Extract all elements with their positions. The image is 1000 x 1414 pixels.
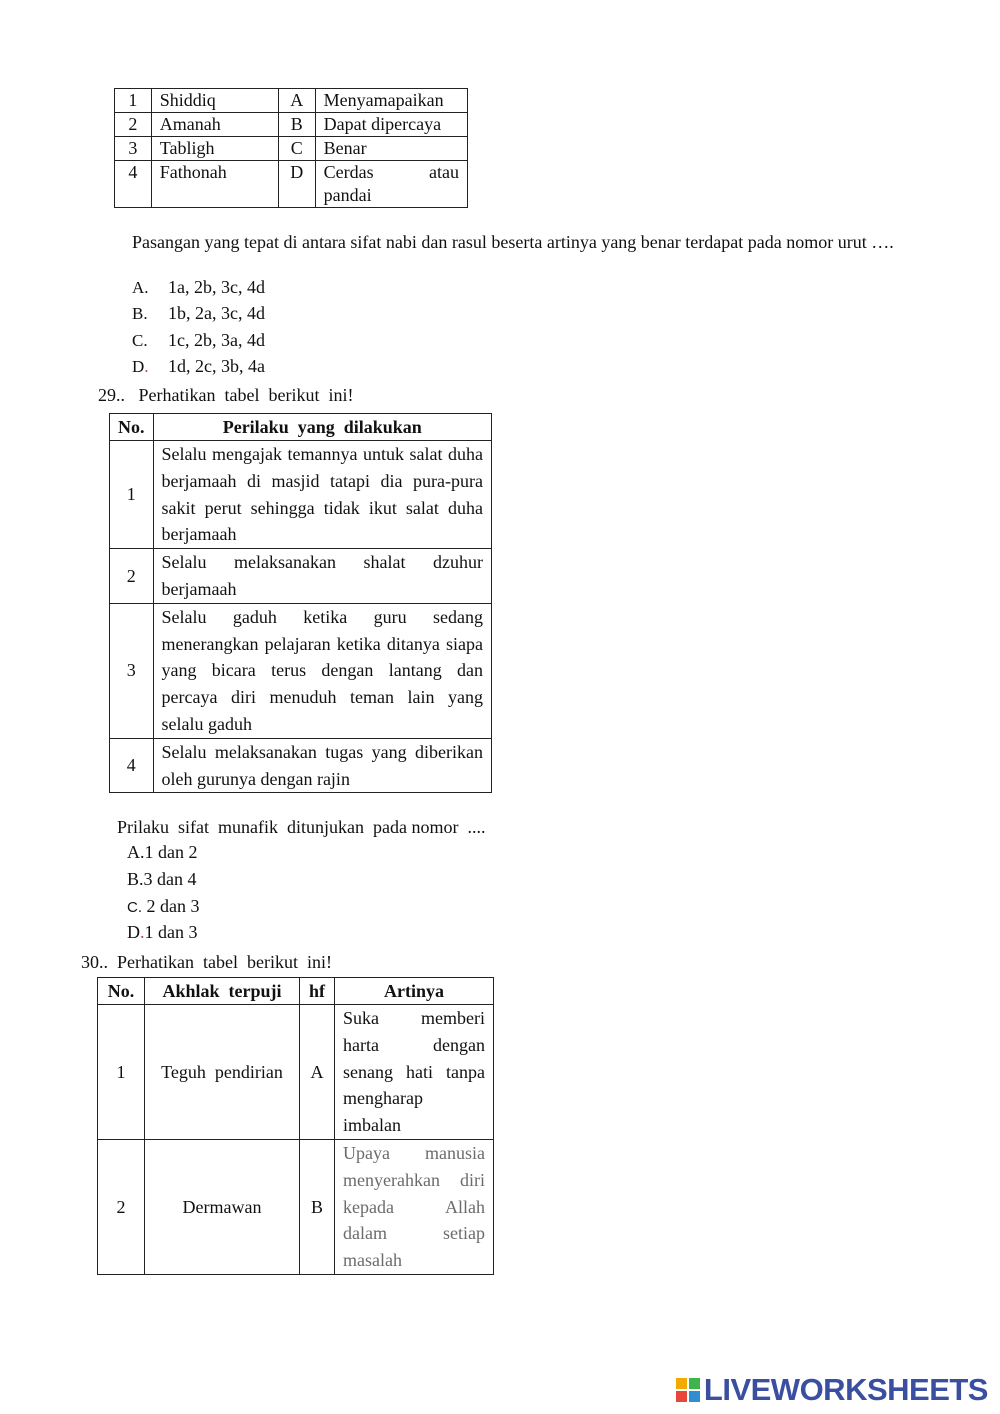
row-letter: D [278, 161, 315, 208]
sifat-meaning: Dapat dipercaya [315, 113, 467, 137]
option-text: 1d, 2c, 3b, 4a [168, 356, 265, 376]
logo-square [689, 1391, 700, 1402]
row-number: 2 [110, 549, 154, 604]
table-row [115, 89, 468, 113]
sifat-name: Shiddiq [151, 89, 278, 113]
row-letter: A [278, 89, 315, 113]
logo-wordmark: LIVEWORKSHEETS [703, 1372, 988, 1407]
option-c[interactable] [132, 330, 265, 351]
logo-mark-icon [676, 1378, 700, 1402]
akhlak-name: Teguh pendirian [145, 1005, 300, 1140]
sifat-meaning: Benar [315, 137, 467, 161]
row-number: 2 [98, 1139, 145, 1274]
row-letter: B [300, 1139, 335, 1274]
option-letter: B. [132, 304, 148, 323]
sifat-name: Fathonah [151, 161, 278, 208]
table-row [98, 1005, 494, 1140]
row-letter: B [278, 113, 315, 137]
sifat-nabi-table [114, 88, 468, 208]
logo-square [676, 1378, 687, 1389]
table-row [110, 441, 492, 549]
row-number: 3 [115, 137, 152, 161]
option-text: 1 dan 3 [144, 922, 198, 942]
sifat-name: Amanah [151, 113, 278, 137]
option-letter: D. [132, 357, 149, 376]
sifat-name: Tabligh [151, 137, 278, 161]
row-letter: A [300, 1005, 335, 1140]
table-row [115, 113, 468, 137]
option-text: 1b, 2a, 3c, 4d [168, 303, 265, 323]
option-letter: C. [127, 899, 142, 916]
option-b[interactable] [127, 869, 197, 890]
option-d[interactable] [132, 356, 265, 377]
akhlak-meaning: Upaya manusia menyerahkan diri kepada Allah dalam setiap masalah [335, 1139, 494, 1274]
table-header-row [98, 978, 494, 1005]
option-letter: A. [127, 842, 145, 862]
table-row [98, 1139, 494, 1274]
perilaku-text: Selalu gaduh ketika guru sedang menerangkan pelajaran ketika ditanya siapa yang bicara terus dengan lantang dan percaya diri menuduh teman lain yang selalu gaduh [153, 603, 492, 738]
column-header-no: No. [98, 978, 145, 1005]
row-number: 1 [115, 89, 152, 113]
column-header-hf: hf [300, 978, 335, 1005]
perilaku-text: Selalu melaksanakan shalat dzuhur berjamaah [153, 549, 492, 604]
perilaku-text: Selalu melaksanakan tugas yang diberikan oleh gurunya dengan rajin [153, 738, 492, 793]
akhlak-table [97, 977, 494, 1275]
akhlak-meaning: Suka memberi harta dengan senang hati tanpa mengharap imbalan [335, 1005, 494, 1140]
row-number: 4 [110, 738, 154, 793]
table-header-row [110, 414, 492, 441]
option-letter: B. [127, 869, 144, 889]
option-text: 2 dan 3 [142, 896, 200, 916]
liveworksheets-logo [676, 1372, 988, 1408]
logo-square [676, 1391, 687, 1402]
table-row [110, 738, 492, 793]
option-text: 3 dan 4 [143, 869, 197, 889]
row-number: 3 [110, 603, 154, 738]
logo-square [689, 1378, 700, 1389]
option-letter: C. [132, 331, 148, 350]
column-header-artinya: Artinya [335, 978, 494, 1005]
sifat-meaning: Cerdas atau pandai [315, 161, 467, 208]
column-header-no: No. [110, 414, 154, 441]
row-number: 4 [115, 161, 152, 208]
column-header-akhlak: Akhlak terpuji [145, 978, 300, 1005]
option-a[interactable] [132, 277, 265, 298]
perilaku-text: Selalu mengajak temannya untuk salat duha berjamaah di masjid tatapi dia pura-pura sakit perut sehingga tidak ikut salat duha berjamaah [153, 441, 492, 549]
option-d[interactable] [127, 922, 198, 943]
question-28-text: Pasangan yang tepat di antara sifat nabi dan rasul beserta artinya yang benar terdapat pada nomor urut …. [132, 232, 894, 252]
akhlak-name: Dermawan [145, 1139, 300, 1274]
option-text: 1c, 2b, 3a, 4d [168, 330, 265, 350]
question-30-heading: 30.. Perhatikan tabel berikut ini! [81, 952, 332, 972]
option-letter: A. [132, 278, 149, 297]
option-letter: D. [127, 922, 145, 942]
table-row [115, 161, 468, 208]
row-number: 1 [110, 441, 154, 549]
row-number: 2 [115, 113, 152, 137]
option-c[interactable] [127, 896, 200, 917]
sifat-meaning: Menyamapaikan [315, 89, 467, 113]
table-row [110, 603, 492, 738]
row-number: 1 [98, 1005, 145, 1140]
perilaku-table [109, 413, 492, 793]
question-29-text: Prilaku sifat munafik ditunjukan pada nomor .... [117, 817, 486, 837]
table-row [115, 137, 468, 161]
option-text: 1a, 2b, 3c, 4d [168, 277, 265, 297]
table-row [110, 549, 492, 604]
option-a[interactable] [127, 842, 198, 863]
column-header-perilaku: Perilaku yang dilakukan [153, 414, 492, 441]
option-text: 1 dan 2 [144, 842, 198, 862]
question-29-heading: 29.. Perhatikan tabel berikut ini! [98, 385, 354, 405]
row-letter: C [278, 137, 315, 161]
option-b[interactable] [132, 303, 265, 324]
